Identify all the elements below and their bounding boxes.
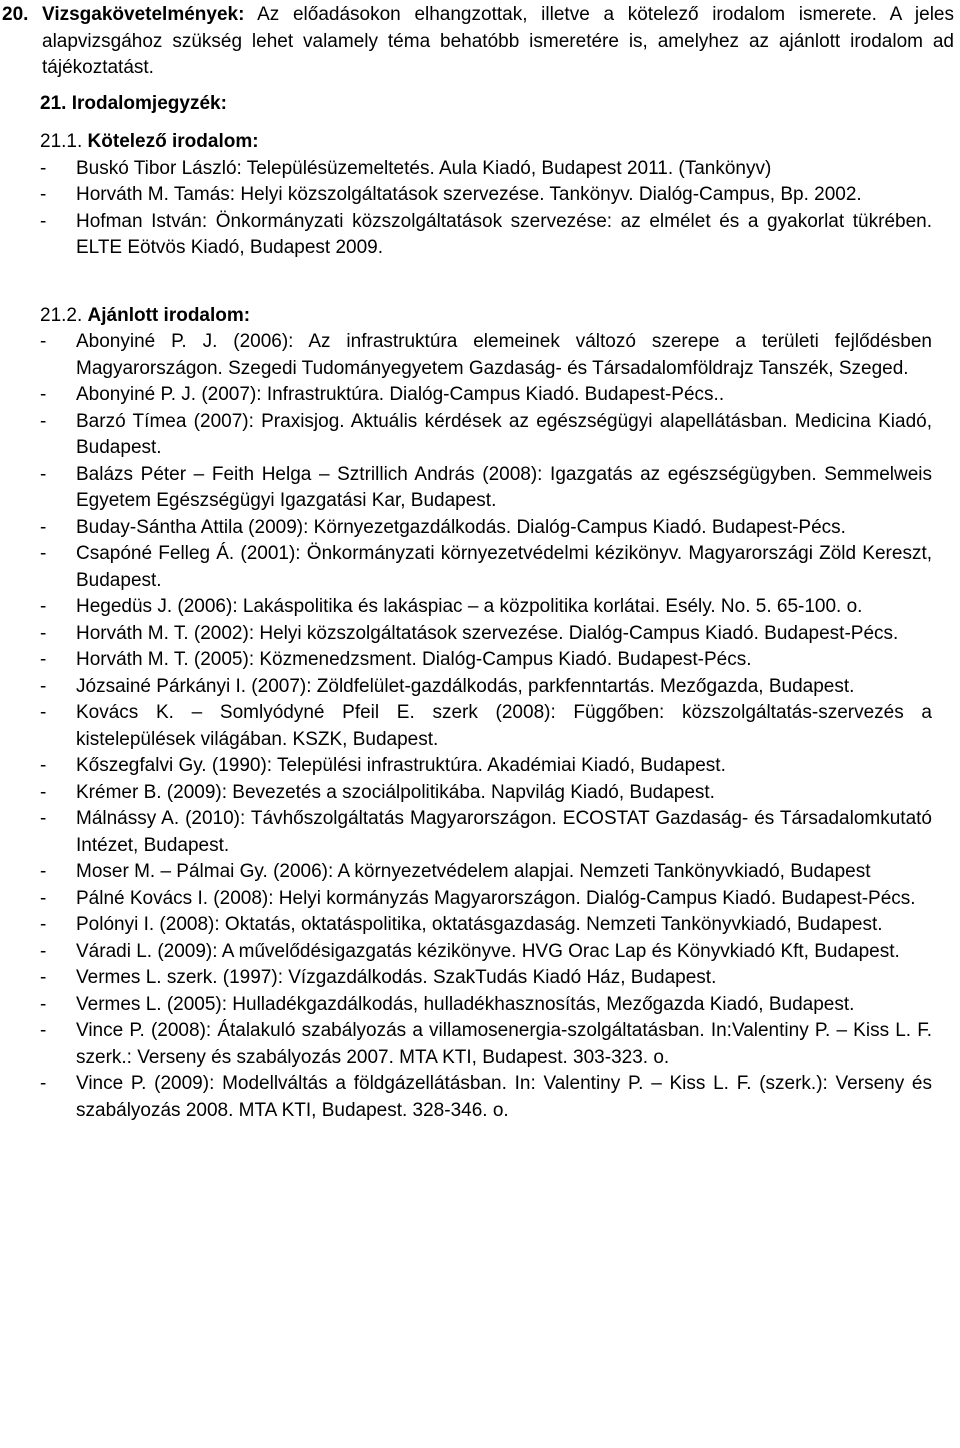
bibliography-entry-text: Moser M. – Pálmai Gy. (2006): A környezetvédelem alapjai. Nemzeti Tankönyvkiadó, Budapest	[76, 861, 871, 882]
bibliography-item	[0, 409, 960, 462]
section-20-lead: Vizsgakövetelmények:	[42, 4, 245, 25]
bibliography-item	[0, 912, 960, 939]
recommended-title: Ajánlott irodalom:	[87, 304, 251, 326]
bibliography-item	[0, 621, 960, 648]
bibliography-entry-text: Csapóné Felleg Á. (2001): Önkormányzati környezetvédelmi kézikönyv. Magyarországi Zöld Kereszt, Budapest.	[76, 543, 932, 591]
bibliography-item	[0, 1018, 960, 1071]
bibliography-item	[0, 1071, 960, 1124]
bibliography-item	[0, 515, 960, 542]
list-dash: -	[40, 940, 47, 962]
bibliography-item	[0, 806, 960, 859]
bibliography-entry-text: Vince P. (2009): Modellváltás a földgázellátásban. In: Valentiny P. – Kiss L. F. (szerk.): Verseny és szabályozás 2008. MTA KTI, Budapest. 328-346. o.	[76, 1073, 932, 1121]
bibliography-entry-text: Buskó Tibor László: Településüzemeltetés. Aula Kiadó, Budapest 2011. (Tankönyv)	[76, 157, 772, 179]
bibliography-entry-text: Kovács K. – Somlyódyné Pfeil E. szerk (2008): Függőben: közszolgáltatás-szervezés a kistelepülések világában. KSZK, Budapest.	[76, 702, 932, 750]
bibliography-item	[0, 329, 960, 382]
bibliography-entry-text: Abonyiné P. J. (2006): Az infrastruktúra elemeinek változó szerepe a területi fejlődésben Magyarországon. Szegedi Tudományegyetem Gazdaság- és Társadalomföldrajz Tanszék, Szeged.	[76, 331, 932, 379]
bibliography-item	[0, 780, 960, 807]
bibliography-item	[0, 753, 960, 780]
list-dash: -	[40, 755, 47, 776]
section-20	[0, 2, 960, 82]
required-title: Kötelező irodalom:	[87, 131, 259, 152]
list-dash: -	[40, 914, 47, 935]
bibliography-entry-text: Kőszegfalvi Gy. (1990): Települési infrastruktúra. Akadémiai Kiadó, Budapest.	[76, 755, 726, 776]
bibliography-item	[0, 594, 960, 621]
bibliography-item	[0, 939, 960, 966]
list-dash: -	[40, 702, 47, 723]
bibliography-entry-text: Krémer B. (2009): Bevezetés a szociálpolitikába. Napvilág Kiadó, Budapest.	[76, 781, 715, 803]
bibliography-item	[0, 156, 960, 183]
bibliography-item	[0, 700, 960, 753]
bibliography-item	[0, 382, 960, 409]
list-dash: -	[40, 808, 47, 829]
list-dash: -	[40, 1020, 47, 1041]
bibliography-item	[0, 647, 960, 674]
section-20-text: Az előadásokon elhangzottak, illetve a kötelező irodalom ismerete. A jeles alapvizsgához szükség lehet valamely téma behatóbb ismeretére is, amelyhez az ajánlott irodalom ad tájékoztatást.	[42, 4, 954, 78]
bibliography-entry-text: Józsainé Párkányi I. (2007): Zöldfelület-gazdálkodás, parkfenntartás. Mezőgazda, Budapest.	[76, 675, 855, 697]
list-dash: -	[40, 331, 47, 352]
recommended-number: 21.2.	[40, 304, 83, 326]
list-dash: -	[40, 781, 47, 803]
list-dash: -	[40, 861, 47, 882]
list-dash: -	[40, 184, 47, 205]
bibliography-item	[0, 462, 960, 515]
bibliography-item	[0, 992, 960, 1019]
list-dash: -	[40, 410, 47, 432]
list-dash: -	[40, 210, 47, 232]
section-20-body	[42, 2, 960, 82]
bibliography-item	[0, 965, 960, 992]
bibliography-entry-text: Vermes L. (2005): Hulladékgazdálkodás, hulladékhasznosítás, Mezőgazda Kiadó, Budapest.	[76, 993, 855, 1015]
bibliography-entry-text: Vermes L. szerk. (1997): Vízgazdálkodás. SzakTudás Kiadó Ház, Budapest.	[76, 967, 717, 988]
required-literature-list	[0, 156, 960, 262]
list-dash: -	[40, 887, 47, 909]
bibliography-item	[0, 674, 960, 701]
bibliography-entry-text: Polónyi I. (2008): Oktatás, oktatáspolitika, oktatásgazdaság. Nemzeti Tankönyvkiadó, Budapest.	[76, 914, 883, 935]
bibliography-entry-text: Pálné Kovács I. (2008): Helyi kormányzás Magyarországon. Dialóg-Campus Kiadó. Budapest-Pécs.	[76, 887, 916, 909]
bibliography-item	[0, 209, 960, 262]
spacer	[0, 262, 960, 303]
required-literature-heading	[0, 129, 960, 156]
list-dash: -	[40, 596, 47, 617]
bibliography-entry-text: Vince P. (2008): Átalakuló szabályozás a villamosenergia-szolgáltatásban. In:Valentiny P. – Kiss L. F. szerk.: Verseny és szabályozás 2007. MTA KTI, Budapest. 303-323. o.	[76, 1020, 932, 1068]
required-number: 21.1.	[40, 131, 83, 152]
bibliography-entry-text: Váradi L. (2009): A művelődésigazgatás kézikönyve. HVG Orac Lap és Könyvkiadó Kft, Budapest.	[76, 940, 900, 962]
list-dash: -	[40, 463, 47, 485]
recommended-literature-list	[0, 329, 960, 1124]
bibliography-item	[0, 886, 960, 913]
list-dash: -	[40, 967, 47, 988]
bibliography-entry-text: Hofman István: Önkormányzati közszolgáltatások szervezése: az elmélet és a gyakorlat tükrében. ELTE Eötvös Kiadó, Budapest 2009.	[76, 210, 932, 258]
section-20-number: 20.	[2, 4, 29, 25]
bibliography-entry-text: Málnássy A. (2010): Távhőszolgáltatás Magyarországon. ECOSTAT Gazdaság- és Társadalomkutató Intézet, Budapest.	[76, 808, 932, 856]
recommended-literature-heading	[0, 303, 960, 330]
bibliography-entry-text: Balázs Péter – Feith Helga – Sztrillich András (2008): Igazgatás az egészségügyben. Semmelweis Egyetem Egészségügyi Igazgatási Kar, Budapest.	[76, 463, 932, 511]
bibliography-entry-text: Buday-Sántha Attila (2009): Környezetgazdálkodás. Dialóg-Campus Kiadó. Budapest-Pécs.	[76, 516, 846, 538]
list-dash: -	[40, 622, 47, 644]
bibliography-entry-text: Horváth M. Tamás: Helyi közszolgáltatások szervezése. Tankönyv. Dialóg-Campus, Bp. 2002.	[76, 184, 862, 205]
list-dash: -	[40, 675, 47, 697]
list-dash: -	[40, 516, 47, 538]
list-dash: -	[40, 1073, 47, 1094]
bibliography-entry-text: Hegedüs J. (2006): Lakáspolitika és lakáspiac – a közpolitika korlátai. Esély. No. 5. 65-100. o.	[76, 596, 863, 617]
list-dash: -	[40, 993, 47, 1015]
list-dash: -	[40, 649, 47, 670]
bibliography-entry-text: Barzó Tímea (2007): Praxisjog. Aktuális kérdések az egészségügyi alapellátásban. Medicina Kiadó, Budapest.	[76, 410, 932, 458]
list-dash: -	[40, 543, 47, 564]
bibliography-entry-text: Horváth M. T. (2005): Közmenedzsment. Dialóg-Campus Kiadó. Budapest-Pécs.	[76, 649, 752, 670]
section-21-heading: 21. Irodalomjegyzék:	[40, 92, 227, 114]
list-dash: -	[40, 384, 47, 405]
bibliography-entry-text: Abonyiné P. J. (2007): Infrastruktúra. Dialóg-Campus Kiadó. Budapest-Pécs..	[76, 384, 725, 405]
bibliography-item	[0, 859, 960, 886]
bibliography-item	[0, 182, 960, 209]
bibliography-item	[0, 541, 960, 594]
list-dash: -	[40, 157, 47, 179]
bibliography-entry-text: Horváth M. T. (2002): Helyi közszolgáltatások szervezése. Dialóg-Campus Kiadó. Budapest-Pécs.	[76, 622, 899, 644]
